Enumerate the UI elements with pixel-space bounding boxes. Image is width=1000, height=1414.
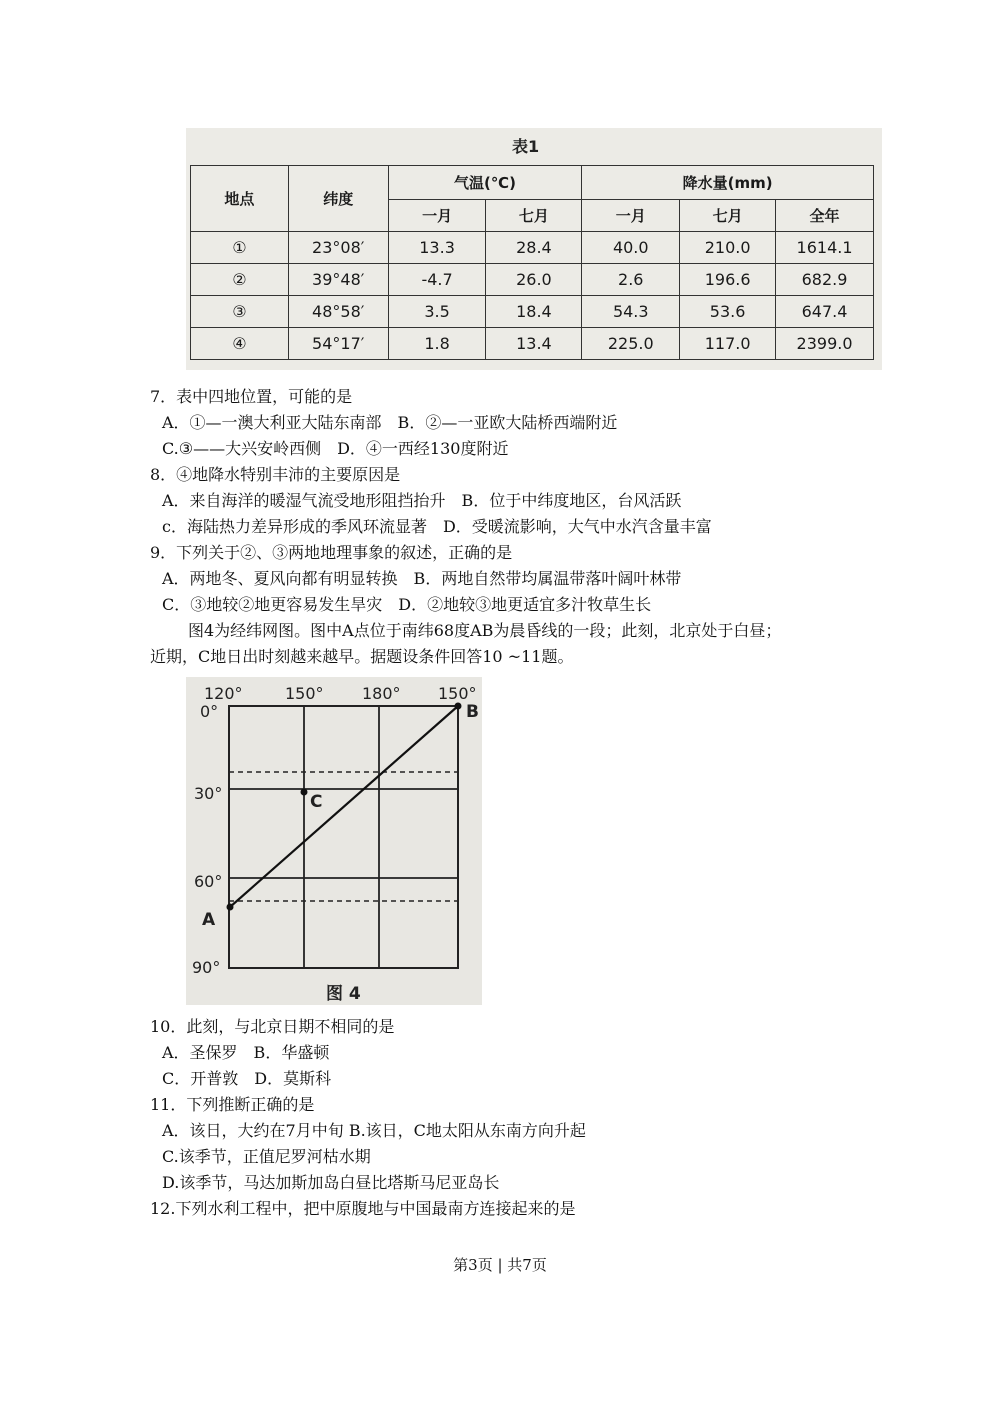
cell-precip-jan: 54.3: [582, 296, 680, 328]
q10-options-1: A．圣保罗 B．华盛顿: [162, 1043, 330, 1062]
q12-stem: 12.下列水利工程中，把中原腹地与中国最南方连接起来的是: [150, 1199, 576, 1218]
cell-precip-jul: 53.6: [680, 296, 776, 328]
header-temperature: 气温(℃): [388, 166, 582, 200]
lon-label-150: 150°: [285, 684, 324, 703]
terminator-line-ab: [230, 706, 458, 907]
cell-latitude: 48°58′: [288, 296, 388, 328]
point-c-label: C: [310, 792, 323, 812]
cell-place: ③: [191, 296, 289, 328]
figure-4: [186, 677, 482, 1005]
figure-caption: 图 4: [326, 984, 361, 1004]
header-precip-jan: 一月: [582, 200, 680, 232]
q10-options-2: C．开普敦 D．莫斯科: [162, 1069, 332, 1088]
cell-temp-jan: 1.8: [388, 328, 486, 360]
q7-options-1: A．①—一澳大利亚大陆东南部 B．②—一亚欧大陆桥西端附近: [162, 413, 618, 432]
header-place: 地点: [191, 166, 289, 232]
q8-options-2: c．海陆热力差异形成的季风环流显著 D．受暖流影响，大气中水汽含量丰富: [162, 517, 712, 536]
cell-temp-jul: 28.4: [486, 232, 582, 264]
cell-temp-jul: 13.4: [486, 328, 582, 360]
q10-stem: 10．此刻，与北京日期不相同的是: [150, 1017, 395, 1036]
cell-precip-jan: 40.0: [582, 232, 680, 264]
cell-precip-annual: 1614.1: [776, 232, 874, 264]
cell-precip-jan: 2.6: [582, 264, 680, 296]
cell-precip-jul: 210.0: [680, 232, 776, 264]
q8-stem: 8．④地降水特别丰沛的主要原因是: [150, 465, 401, 484]
cell-place: ④: [191, 328, 289, 360]
q7-stem: 7．表中四地位置，可能的是: [150, 387, 353, 406]
cell-precip-jan: 225.0: [582, 328, 680, 360]
table-row: [191, 296, 874, 328]
climate-table: [190, 165, 874, 360]
lon-label-120: 120°: [204, 684, 243, 703]
header-temp-jan: 一月: [388, 200, 486, 232]
point-a-marker: [227, 904, 234, 911]
cell-latitude: 23°08′: [288, 232, 388, 264]
q8-options-1: A．来自海洋的暖湿气流受地形阻挡抬升 B．位于中纬度地区，台风活跃: [162, 491, 682, 510]
point-b-marker: [455, 703, 462, 710]
lat-label-90: 90°: [192, 958, 221, 977]
lat-label-30: 30°: [194, 784, 223, 803]
q9-options-1: A．两地冬、夏风向都有明显转换 B．两地自然带均属温带落叶阔叶林带: [162, 569, 682, 588]
cell-temp-jan: -4.7: [388, 264, 486, 296]
cell-precip-annual: 2399.0: [776, 328, 874, 360]
table-row: [191, 328, 874, 360]
header-precip-annual: 全年: [776, 200, 874, 232]
header-temp-jul: 七月: [486, 200, 582, 232]
cell-place: ②: [191, 264, 289, 296]
cell-temp-jan: 3.5: [388, 296, 486, 328]
cell-temp-jan: 13.3: [388, 232, 486, 264]
intro-line-1: 图4为经纬网图。图中A点位于南纬68度AB为晨昏线的一段；此刻，北京处于白昼；: [188, 621, 782, 640]
cell-precip-annual: 682.9: [776, 264, 874, 296]
grid-frame: [229, 706, 458, 968]
lon-label-180: 180°: [362, 684, 401, 703]
header-precipitation: 降水量(mm): [582, 166, 874, 200]
cell-temp-jul: 26.0: [486, 264, 582, 296]
graticule-diagram: [186, 677, 482, 1005]
q11-options-2: C.该季节，正值尼罗河枯水期: [162, 1147, 371, 1166]
cell-place: ①: [191, 232, 289, 264]
table-caption: 表1: [512, 137, 540, 156]
q9-options-2: C．③地较②地更容易发生旱灾 D．②地较③地更适宜多汁牧草生长: [162, 595, 652, 614]
header-latitude: 纬度: [288, 166, 388, 232]
lon-label-150-west: 150°: [438, 684, 477, 703]
cell-temp-jul: 18.4: [486, 296, 582, 328]
cell-precip-jul: 196.6: [680, 264, 776, 296]
header-precip-jul: 七月: [680, 200, 776, 232]
table-row: [191, 264, 874, 296]
cell-latitude: 54°17′: [288, 328, 388, 360]
lat-label-60: 60°: [194, 872, 223, 891]
cell-latitude: 39°48′: [288, 264, 388, 296]
q9-stem: 9．下列关于②、③两地地理事象的叙述，正确的是: [150, 543, 513, 562]
cell-precip-annual: 647.4: [776, 296, 874, 328]
q11-options-1: A．该日，大约在7月中旬 B.该日，C地太阳从东南方向升起: [162, 1121, 586, 1140]
q11-options-3: D.该季节，马达加斯加岛白昼比塔斯马尼亚岛长: [162, 1173, 500, 1192]
point-b-label: B: [466, 702, 479, 722]
point-c-marker: [301, 789, 308, 796]
page-footer: 第3页 | 共7页: [453, 1256, 547, 1274]
q11-stem: 11．下列推断正确的是: [150, 1095, 315, 1114]
intro-line-2: 近期，C地日出时刻越来越早。据题设条件回答10 ~11题。: [150, 647, 574, 666]
lat-label-0: 0°: [200, 702, 219, 721]
cell-precip-jul: 117.0: [680, 328, 776, 360]
table-row: [191, 232, 874, 264]
q7-options-2: C.③——大兴安岭西侧 D．④一西经130度附近: [162, 439, 509, 458]
point-a-label: A: [202, 910, 216, 930]
